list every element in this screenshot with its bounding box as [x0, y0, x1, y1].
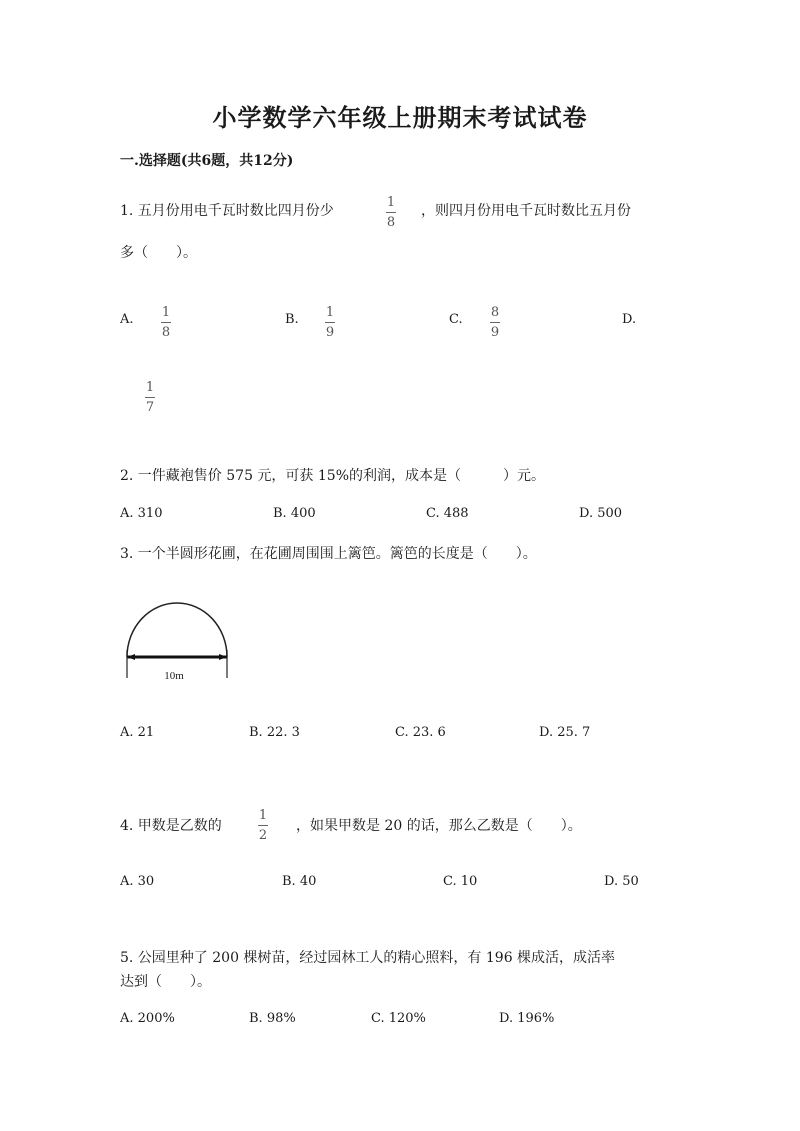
q4-text-part2: ，如果甲数是 20 的话，那么乙数是（ ）。 [296, 818, 582, 834]
q1-fraction [386, 195, 396, 230]
q4-fraction-num: 1 [258, 808, 268, 823]
q1-fraction-num: 1 [386, 195, 396, 210]
q4-fraction-den: 2 [258, 828, 268, 843]
q1-option-a-fraction [161, 305, 171, 340]
q1-option-a-den: 8 [161, 325, 171, 340]
q1-option-b-fraction [325, 305, 335, 340]
q1-option-a-label[interactable]: A. [120, 312, 134, 327]
q5-option-a[interactable]: A. 200% [120, 1011, 175, 1026]
q3-option-d[interactable]: D. 25. 7 [539, 725, 591, 740]
q3-option-a[interactable]: A. 21 [120, 725, 155, 740]
page-title: 小学数学六年级上册期末考试试卷 [212, 103, 588, 132]
q1-option-b-num: 1 [325, 305, 335, 320]
q5-option-b[interactable]: B. 98% [249, 1011, 296, 1026]
q1-option-c-den: 9 [490, 325, 500, 340]
q1-fraction-den: 8 [386, 215, 396, 230]
q1-text-part1: 1. 五月份用电千瓦时数比四月份少 [120, 203, 334, 219]
q1-option-d-fraction [145, 380, 155, 415]
semicircle-figure [118, 598, 238, 688]
q1-option-d-den: 7 [145, 400, 155, 415]
q1-option-a-num: 1 [161, 305, 171, 320]
q2-option-d[interactable]: D. 500 [579, 506, 623, 521]
q5-option-c[interactable]: C. 120% [371, 1011, 426, 1026]
q5-option-d[interactable]: D. 196% [499, 1011, 555, 1026]
q1-text-part2: ，则四月份用电千瓦时数比五月份 [421, 203, 631, 219]
diameter-label: 10m [164, 670, 184, 682]
q4-option-b[interactable]: B. 40 [282, 874, 317, 889]
q5-text-line2: 达到（ ）。 [120, 974, 211, 990]
q2-option-b[interactable]: B. 400 [273, 506, 316, 521]
q2-option-c[interactable]: C. 488 [426, 506, 469, 521]
q4-option-d[interactable]: D. 50 [604, 874, 639, 889]
q2-option-a[interactable]: A. 310 [120, 506, 163, 521]
q3-text: 3. 一个半圆形花圃，在花圃周围围上篱笆。篱笆的长度是（ ）。 [120, 546, 537, 562]
q1-option-c-num: 8 [490, 305, 500, 320]
section-header: 一.选择题(共6题，共12分) [120, 153, 294, 169]
semicircle-arc [127, 603, 227, 657]
q1-text-line2: 多（ ）。 [120, 245, 197, 261]
right-arrow [219, 654, 227, 660]
q1-option-b-label[interactable]: B. [285, 312, 299, 327]
q2-text: 2. 一件藏袍售价 575 元，可获 15%的利润，成本是（ ）元。 [120, 468, 545, 484]
q4-text-part1: 4. 甲数是乙数的 [120, 818, 222, 834]
q5-text-line1: 5. 公园里种了 200 棵树苗，经过园林工人的精心照料，有 196 棵成活，成活率 [120, 950, 616, 966]
q1-option-c-label[interactable]: C. [449, 312, 463, 327]
q3-option-b[interactable]: B. 22. 3 [249, 725, 300, 740]
q4-option-a[interactable]: A. 30 [120, 874, 155, 889]
q1-option-d-num: 1 [145, 380, 155, 395]
q4-option-c[interactable]: C. 10 [443, 874, 478, 889]
q1-option-b-den: 9 [325, 325, 335, 340]
q3-option-c[interactable]: C. 23. 6 [395, 725, 446, 740]
left-arrow [127, 654, 135, 660]
q4-fraction [258, 808, 268, 843]
q1-option-d-label[interactable]: D. [622, 312, 637, 327]
q1-option-c-fraction [490, 305, 500, 340]
